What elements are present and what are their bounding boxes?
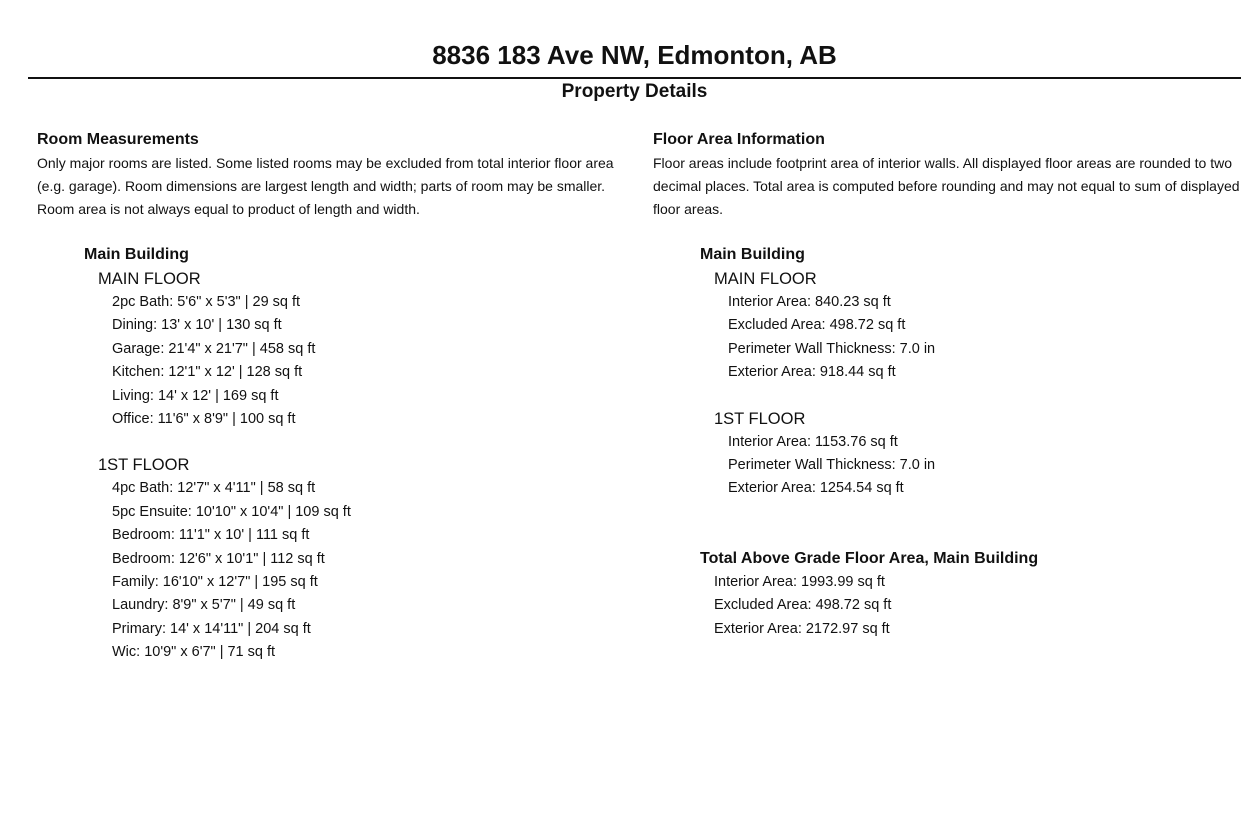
rooms-building-name: Main Building	[84, 246, 189, 263]
rooms-floor-main	[98, 267, 627, 431]
total-floor-area-heading: Total Above Grade Floor Area, Main Building	[700, 549, 1039, 567]
rooms-floor-1st	[98, 453, 627, 664]
room-item: 4pc Bath: 12'7" x 4'11" | 58 sq ft	[112, 480, 316, 497]
floor-area-building-group	[700, 243, 1251, 501]
room-item: Primary: 14' x 14'11" | 204 sq ft	[112, 620, 311, 637]
total-area-item: Excluded Area: 498.72 sq ft	[714, 597, 892, 614]
room-item: Dining: 13' x 10' | 130 sq ft	[112, 317, 282, 334]
floor-name: 1ST FLOOR	[98, 456, 190, 475]
room-measurements-section	[37, 128, 627, 665]
area-item: Interior Area: 840.23 sq ft	[728, 294, 891, 310]
area-item: Perimeter Wall Thickness: 7.0 in	[728, 340, 936, 357]
room-item: Bedroom: 12'6" x 10'1" | 112 sq ft	[112, 550, 325, 567]
area-item: Excluded Area: 498.72 sq ft	[728, 317, 906, 334]
room-item: Wic: 10'9" x 6'7" | 71 sq ft	[112, 644, 276, 661]
total-floor-area-group	[700, 547, 1251, 641]
room-item: Bedroom: 11'1" x 10' | 111 sq ft	[112, 527, 310, 544]
room-item: Office: 11'6" x 8'9" | 100 sq ft	[112, 411, 296, 428]
page-subtitle: Property Details	[561, 81, 708, 102]
room-item: Family: 16'10" x 12'7" | 195 sq ft	[112, 574, 318, 591]
floor-name: MAIN FLOOR	[714, 270, 817, 288]
room-item: Kitchen: 12'1" x 12' | 128 sq ft	[112, 364, 303, 381]
room-item: Laundry: 8'9" x 5'7" | 49 sq ft	[112, 597, 296, 614]
room-measurements-heading: Room Measurements	[37, 131, 199, 148]
total-area-item: Exterior Area: 2172.97 sq ft	[714, 620, 890, 637]
floor-area-description: Floor areas include footprint area of interior walls. All displayed floor areas are rounded to two decimal places. Total area is computed before rounding and may not equal to sum of displayed floor areas.	[653, 155, 1240, 217]
floor-name: 1ST FLOOR	[714, 409, 806, 428]
area-item: Perimeter Wall Thickness: 7.0 in	[728, 457, 936, 474]
area-floor-main	[714, 267, 1251, 385]
title-divider	[28, 77, 1241, 79]
total-area-item: Interior Area: 1993.99 sq ft	[714, 573, 885, 590]
area-floor-1st	[714, 407, 1251, 501]
area-item: Interior Area: 1153.76 sq ft	[728, 433, 898, 450]
floor-area-section	[653, 128, 1251, 641]
room-item: Garage: 21'4" x 21'7" | 458 sq ft	[112, 340, 316, 357]
floor-area-heading: Floor Area Information	[653, 131, 825, 148]
room-item: 2pc Bath: 5'6" x 5'3" | 29 sq ft	[112, 294, 301, 310]
floor-area-building-name: Main Building	[700, 246, 805, 263]
rooms-building-group	[84, 243, 627, 665]
room-item: Living: 14' x 12' | 169 sq ft	[112, 387, 279, 404]
area-item: Exterior Area: 918.44 sq ft	[728, 364, 896, 381]
page-title: 8836 183 Ave NW, Edmonton, AB	[432, 40, 837, 70]
room-item: 5pc Ensuite: 10'10" x 10'4" | 109 sq ft	[112, 503, 351, 520]
room-measurements-description: Only major rooms are listed. Some listed rooms may be excluded from total interior floor area (e.g. garage). Room dimensions are largest length and width; parts of room may be smaller. Room area is not always equal to product of length and width.	[37, 155, 614, 217]
floor-name: MAIN FLOOR	[98, 270, 201, 288]
area-item: Exterior Area: 1254.54 sq ft	[728, 480, 904, 497]
